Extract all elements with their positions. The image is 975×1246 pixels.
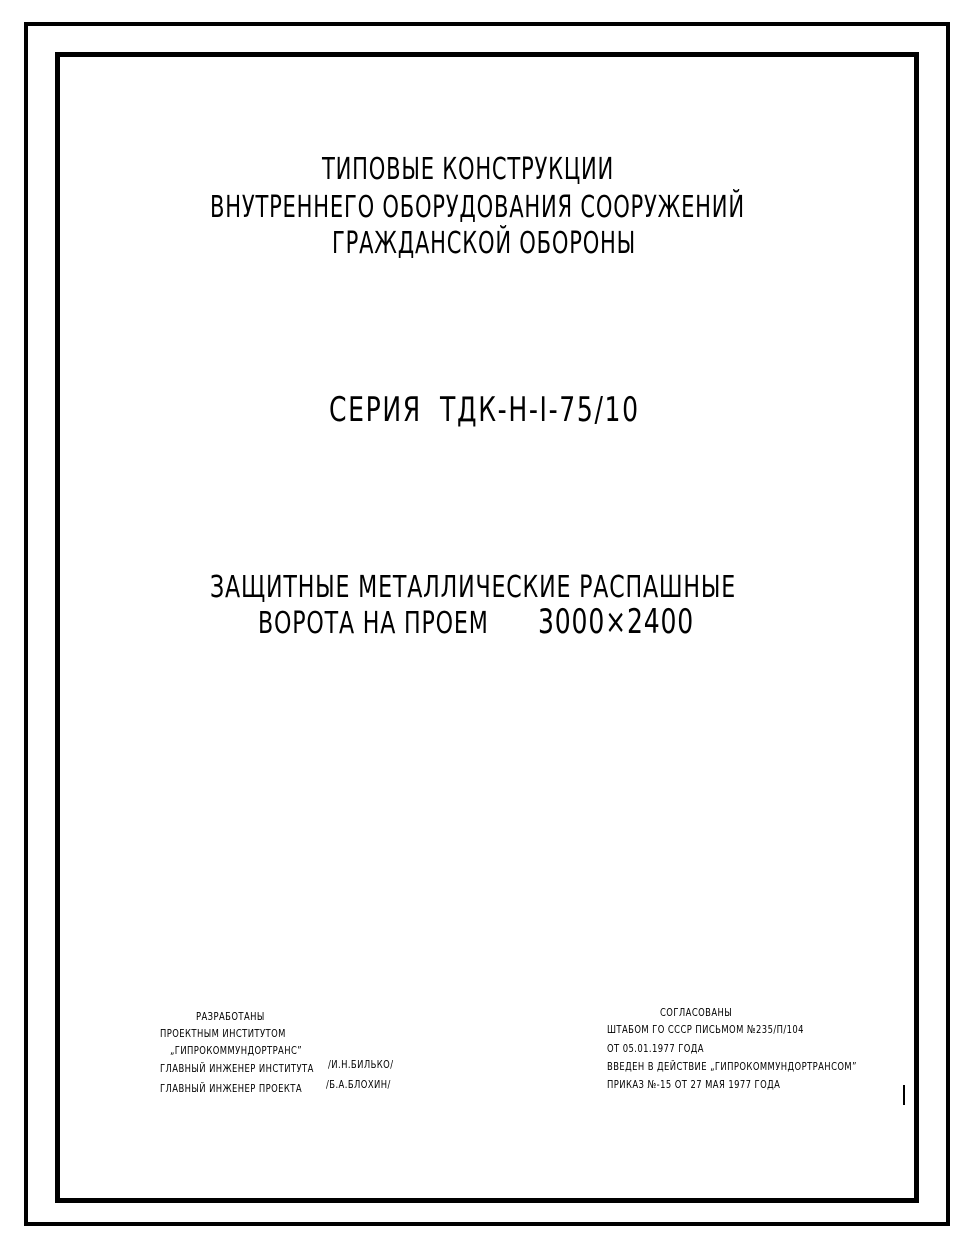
subject-line-2: ВОРОТА НА ПРОЕМ	[258, 606, 489, 641]
developers-heading: РАЗРАБОТАНЫ	[196, 1010, 265, 1023]
margin-mark	[903, 1085, 905, 1105]
series-label: СЕРИЯ	[329, 390, 422, 430]
title-line-3: ГРАЖДАНСКОЙ ОБОРОНЫ	[332, 226, 637, 261]
chief-project-label: ГЛАВНЫЙ ИНЖЕНЕР ПРОЕКТА	[160, 1082, 303, 1095]
approval-line-4: ПРИКАЗ №-15 ОТ 27 МАЯ 1977 ГОДА	[607, 1078, 781, 1091]
developers-line-2: „ГИПРОКОММУНДОРТРАНС”	[170, 1044, 303, 1057]
approval-line-2: ОТ 05.01.1977 ГОДА	[607, 1042, 704, 1055]
opening-size: 3000×2400	[538, 602, 695, 642]
approval-heading: СОГЛАСОВАНЫ	[660, 1006, 733, 1019]
subject-line-1: ЗАЩИТНЫЕ МЕТАЛЛИЧЕСКИЕ РАСПАШНЫЕ	[210, 570, 737, 605]
chief-project-name: /Б.А.БЛОХИН/	[326, 1078, 391, 1091]
chief-institute-name: /И.Н.БИЛЬКО/	[328, 1058, 394, 1071]
approval-line-3: ВВЕДЕН В ДЕЙСТВИЕ „ГИПРОКОММУНДОРТРАНСОМ”	[607, 1060, 857, 1073]
series-code: ТДК-Н-I-75/10	[440, 390, 640, 430]
developers-line-1: ПРОЕКТНЫМ ИНСТИТУТОМ	[160, 1027, 286, 1040]
title-line-1: ТИПОВЫЕ КОНСТРУКЦИИ	[322, 152, 615, 187]
chief-institute-label: ГЛАВНЫЙ ИНЖЕНЕР ИНСТИТУТА	[160, 1062, 314, 1075]
title-line-2: ВНУТРЕННЕГО ОБОРУДОВАНИЯ СООРУЖЕНИЙ	[210, 190, 745, 225]
approval-line-1: ШТАБОМ ГО СССР ПИСЬМОМ №235/П/104	[607, 1023, 804, 1036]
